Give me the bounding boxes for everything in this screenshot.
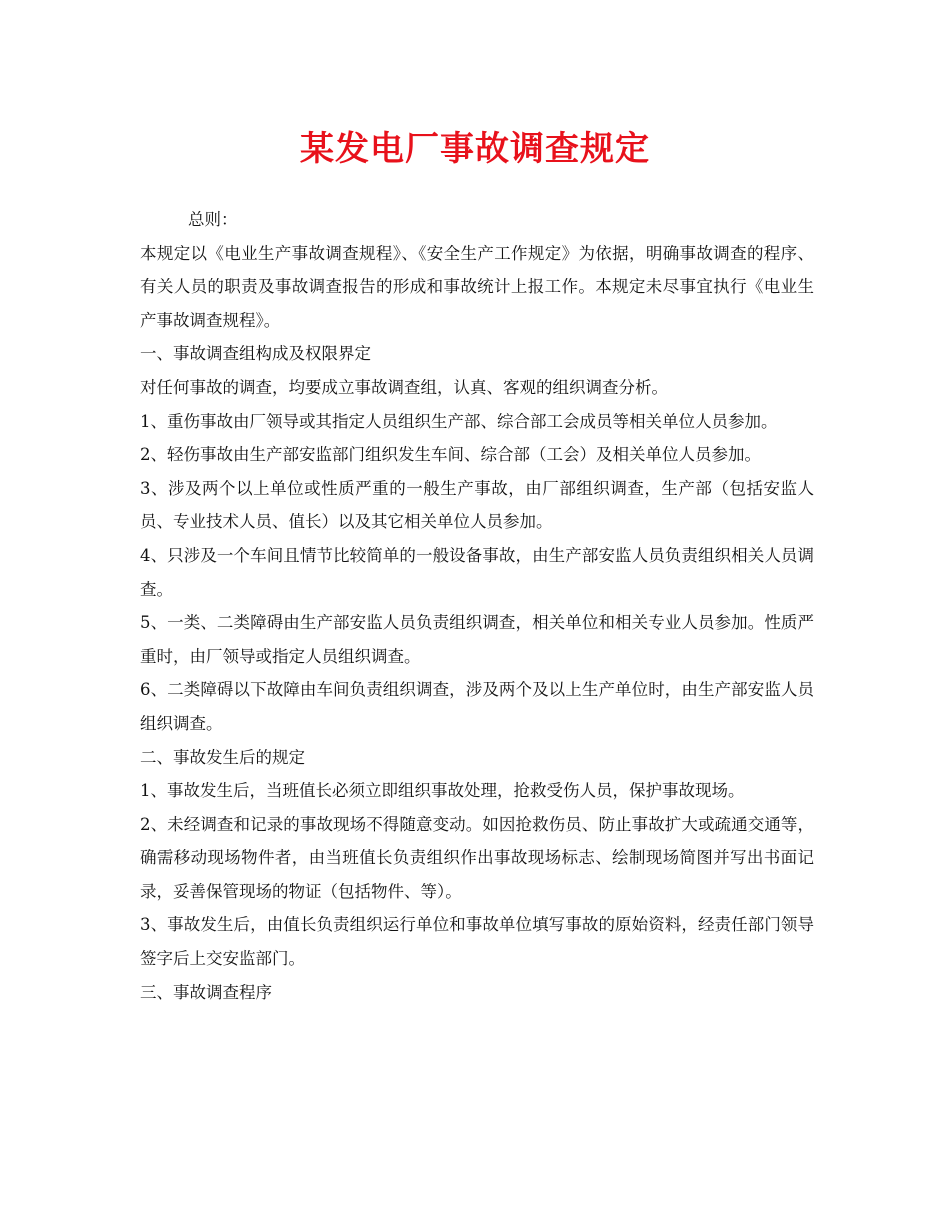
list-item: 2、未经调查和记录的事故现场不得随意变动。如因抢救伤员、防止事故扩大或疏通交通等，确需移动现场物件者，由当班值长负责组织作出事故现场标志、绘制现场简图并写出书面记录，妥善保管现场的物证（包括物件、等）。 [140, 814, 814, 901]
paragraph-intro: 本规定以《电业生产事故调查规程》、《安全生产工作规定》为依据，明确事故调查的程序、有关人员的职责及事故调查报告的形成和事故统计上报工作。本规定未尽事宜执行《电业生产事故调查规程》。 [140, 243, 814, 330]
section-heading-3: 三、事故调查程序 [140, 982, 272, 1002]
document-title: 某发电厂事故调查规定 [300, 129, 650, 169]
list-item: 1、重伤事故由厂领导或其指定人员组织生产部、综合部工会成员等相关单位人员参加。 [140, 411, 778, 431]
paragraph: 对任何事故的调查，均要成立事故调查组，认真、客观的组织调查分析。 [140, 377, 668, 397]
section-heading-1: 一、事故调查组构成及权限界定 [140, 344, 371, 364]
list-item: 3、事故发生后，由值长负责组织运行单位和事故单位填写事故的原始资料，经责任部门领导签字后上交安监部门。 [140, 915, 814, 969]
list-item: 5、一类、二类障碍由生产部安监人员负责组织调查，相关单位和相关专业人员参加。性质严重时，由厂领导或指定人员组织调查。 [140, 613, 814, 666]
list-item: 2、轻伤事故由生产部安监部门组织发生车间、综合部（工会）及相关单位人员参加。 [140, 445, 761, 465]
list-item: 3、涉及两个以上单位或性质严重的一般生产事故，由厂部组织调查，生产部（包括安监人员、专业技术人员、值长）以及其它相关单位人员参加。 [140, 478, 814, 532]
paragraph-general: 总则： [188, 210, 238, 229]
list-item: 4、只涉及一个车间且情节比较简单的一般设备事故，由生产部安监人员负责组织相关人员调查。 [140, 545, 814, 599]
list-item: 6、二类障碍以下故障由车间负责组织调查，涉及两个及以上生产单位时，由生产部安监人员组织调查。 [140, 680, 814, 733]
list-item: 1、事故发生后，当班值长必须立即组织事故处理，抢救受伤人员，保护事故现场。 [140, 781, 745, 801]
section-heading-2: 二、事故发生后的规定 [140, 747, 305, 767]
document-body [140, 203, 814, 1009]
